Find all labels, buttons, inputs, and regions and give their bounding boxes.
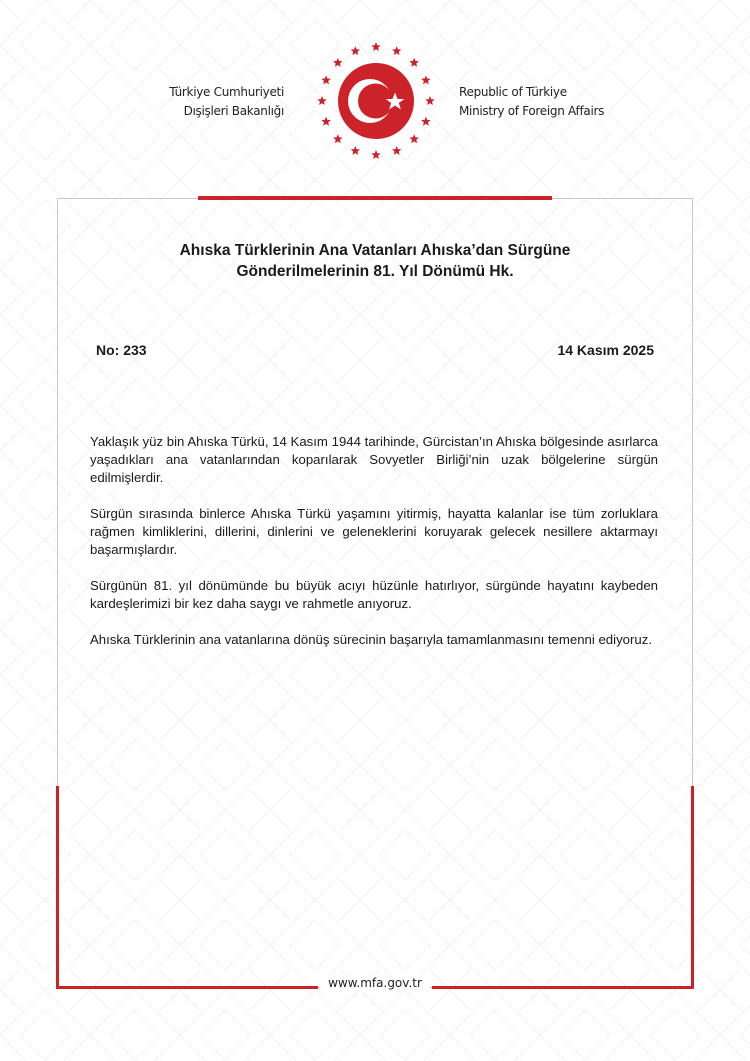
emblem-star-icon — [371, 150, 381, 159]
emblem-star-icon — [333, 134, 343, 143]
header-right-line2: Ministry of Foreign Affairs — [459, 104, 605, 118]
paragraph-2: Sürgün sırasında binlerce Ahıska Türkü yaşamını yitirmiş, hayatta kalanlar ise tüm zorluklara rağmen kimliklerini, dillerini, dinlerini ve geleneklerini koruyarak gelecek nesillere aktarmayı başarmışlardır. — [90, 506, 658, 557]
emblem-star-icon — [409, 58, 419, 67]
ministry-name-turkish — [169, 83, 284, 121]
website-link[interactable]: www.mfa.gov.tr — [320, 976, 430, 990]
emblem-star-icon — [392, 46, 402, 55]
header-left-line1: Türkiye Cumhuriyeti — [169, 85, 284, 99]
emblem-star-icon — [371, 42, 381, 51]
crescent-star-emblem-icon — [313, 38, 439, 168]
top-red-accent — [198, 196, 552, 200]
emblem-star-icon — [333, 58, 343, 67]
paragraph-4: Ahıska Türklerinin ana vatanlarına dönüş sürecinin başarıyla tamamlanmasını temenni ediyoruz. — [90, 632, 652, 647]
title-line-2: Gönderilmelerinin 81. Yıl Dönümü Hk. — [236, 263, 514, 280]
document-title — [80, 240, 670, 282]
emblem-star-icon — [321, 117, 331, 126]
paragraph-1: Yaklaşık yüz bin Ahıska Türkü, 14 Kasım 1944 tarihinde, Gürcistan’ın Ahıska bölgesinde asırlarca yaşadıkları ana vatanlarından koparılarak Sovyetler Birliği’nin uzak bölgelerine sürgün edilmişlerdir. — [90, 434, 658, 485]
emblem-star-icon — [392, 146, 402, 155]
right-red-accent — [691, 786, 694, 989]
emblem-star-icon — [421, 117, 431, 126]
emblem-star-icon — [351, 46, 361, 55]
emblem-star-icon — [317, 96, 327, 105]
emblem-star-icon — [321, 75, 331, 84]
emblem-star-icon — [351, 146, 361, 155]
paragraph-3: Sürgünün 81. yıl dönümünde bu büyük acıyı hüzünle hatırlıyor, sürgünde hayatını kaybeden kardeşlerimizi bir kez daha saygı ve rahmetle anıyoruz. — [90, 578, 658, 611]
emblem-star-icon — [409, 134, 419, 143]
emblem-star-icon — [425, 96, 435, 105]
header-right-line1: Republic of Türkiye — [459, 85, 567, 99]
document-body — [90, 433, 658, 667]
left-red-accent — [56, 786, 59, 989]
footer — [0, 976, 750, 990]
emblem-star-icon — [421, 75, 431, 84]
title-line-1: Ahıska Türklerinin Ana Vatanları Ahıska’dan Sürgüne — [179, 242, 571, 259]
header-left-line2: Dışişleri Bakanlığı — [183, 104, 284, 118]
document-date: 14 Kasım 2025 — [557, 342, 654, 358]
document-number: No: 233 — [96, 342, 147, 358]
ministry-name-english — [459, 83, 604, 121]
